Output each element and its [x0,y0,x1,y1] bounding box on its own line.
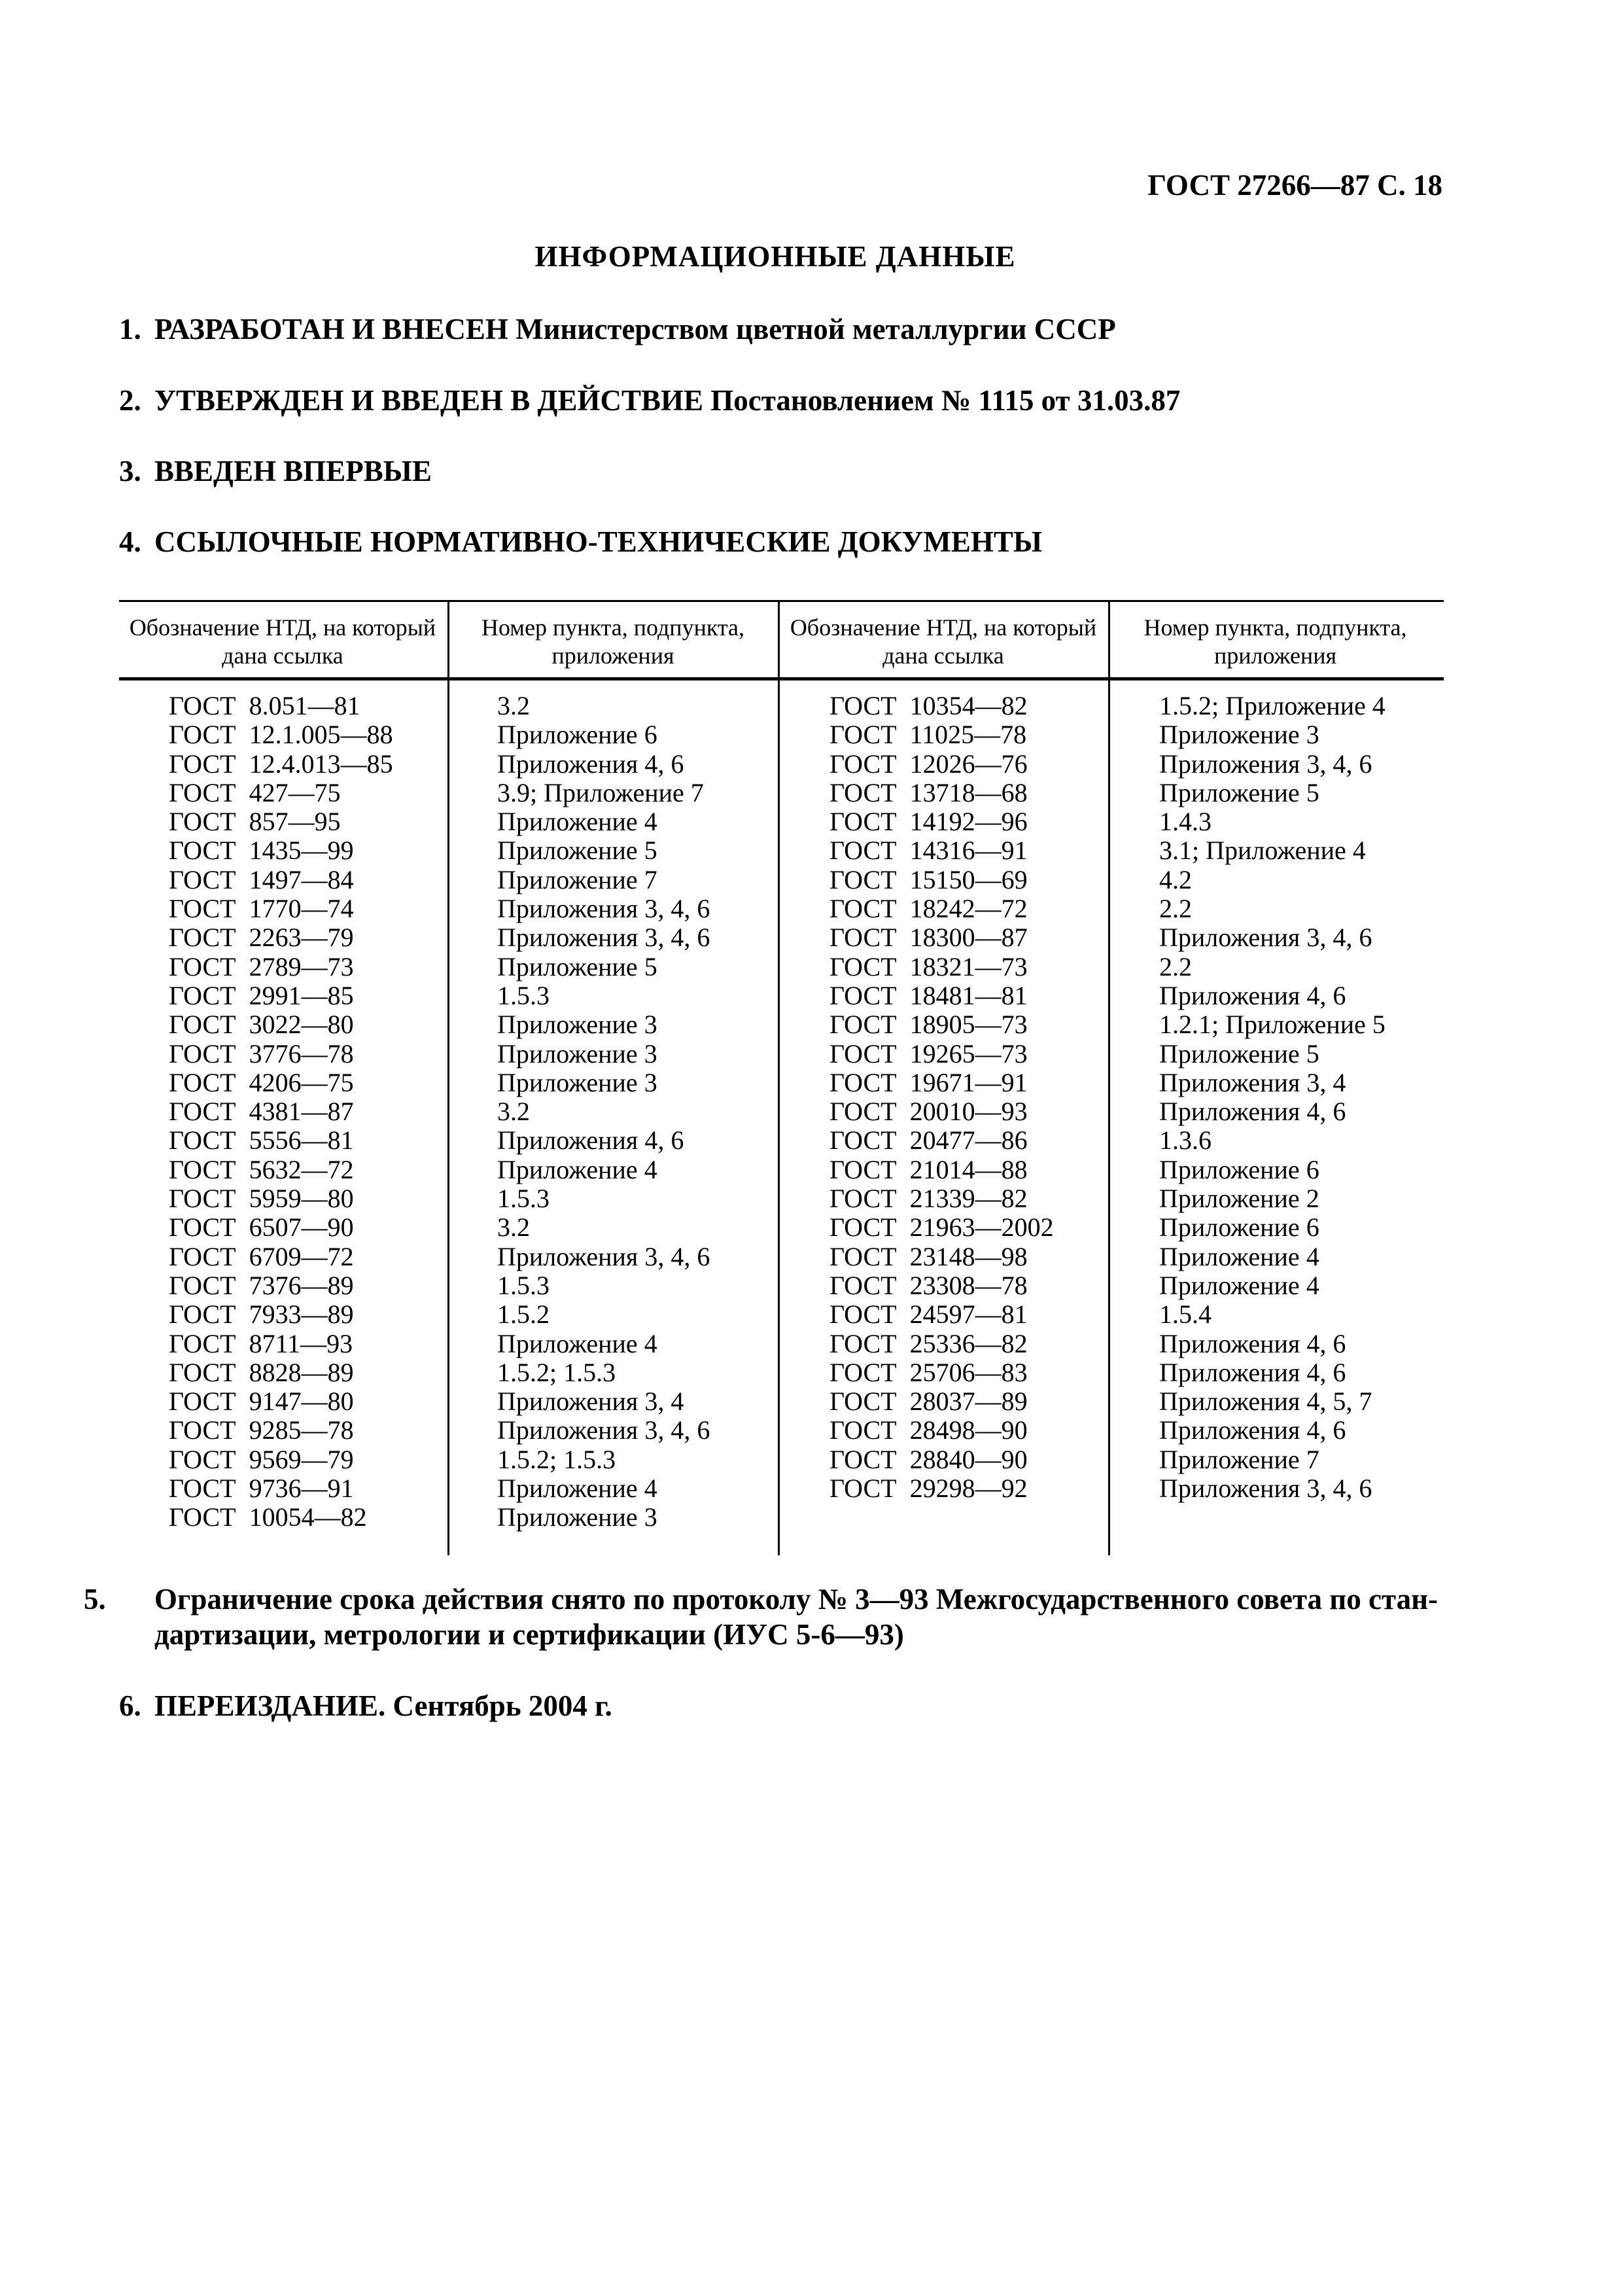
ntd-designation-cell: ГОСТ 2789—73 [169,951,354,981]
ntd-designation-cell: ГОСТ 21963—2002 [829,1212,1054,1243]
item-number: 1. [119,313,141,345]
ntd-designation-cell: ГОСТ 8828—89 [169,1357,354,1387]
item-text: ССЫЛОЧНЫЕ НОРМАТИВНО-ТЕХНИЧЕСКИЕ ДОКУМЕНТЫ [154,525,1043,558]
info-item-1 [119,311,1447,347]
clause-reference-cell: Приложение 5 [1159,1038,1319,1069]
column-divider [778,602,780,1555]
ntd-designation-cell: ГОСТ 5632—72 [169,1154,354,1184]
clause-reference-cell: 1.5.2; 1.5.3 [497,1357,616,1387]
item-text: ВВЕДЕН ВПЕРВЫЕ [154,455,432,487]
references-table [119,600,1444,1555]
clause-reference-cell: Приложения 4, 6 [497,1125,684,1156]
page-header: ГОСТ 27266—87 С. 18 [1147,169,1442,202]
clause-reference-cell: Приложение 5 [497,951,657,981]
clause-reference-cell: Приложение 4 [497,1154,657,1184]
clause-reference-cell: Приложение 6 [1159,1212,1319,1243]
column-divider [447,602,449,1555]
ntd-designation-cell: ГОСТ 28498—90 [829,1415,1028,1445]
ntd-designation-cell: ГОСТ 28037—89 [829,1386,1028,1417]
clause-reference-cell: 3.2 [497,691,530,720]
clause-reference-cell: 3.2 [497,1212,530,1243]
item-text: ПЕРЕИЗДАНИЕ. Сентябрь 2004 г. [154,1689,612,1722]
clause-reference-cell: Приложения 3, 4, 6 [497,923,710,953]
clause-reference-cell: Приложение 4 [497,1328,657,1358]
clause-reference-cell: Приложение 5 [497,836,657,866]
header-ntd-right: Обозначение НТД, на который дана ссылка [790,614,1097,669]
clause-reference-cell: 3.9; Приложение 7 [497,777,704,807]
ntd-designation-cell: ГОСТ 24597—81 [829,1299,1028,1330]
info-item-3 [119,453,1447,489]
ntd-designation-cell: ГОСТ 1497—84 [169,864,354,894]
ntd-designation-cell: ГОСТ 19671—91 [829,1067,1028,1097]
ntd-designation-cell: ГОСТ 5556—81 [169,1125,354,1156]
ntd-designation-cell: ГОСТ 18481—81 [829,980,1028,1010]
clause-reference-cell: 3.2 [497,1097,530,1127]
clause-reference-cell: Приложения 4, 6 [1159,1097,1346,1127]
clause-reference-cell: Приложения 4, 5, 7 [1159,1386,1372,1417]
clause-reference-cell: Приложение 2 [1159,1184,1319,1214]
ntd-designation-cell: ГОСТ 29298—92 [829,1474,1028,1504]
clause-reference-cell: Приложение 4 [497,807,657,837]
clause-reference-cell: Приложение 7 [1159,1444,1319,1474]
info-item-5 [84,1581,1482,1652]
info-item-4 [119,524,1447,559]
ntd-designation-cell: ГОСТ 9569—79 [169,1444,354,1474]
ntd-designation-cell: ГОСТ 21339—82 [829,1184,1028,1214]
ntd-designation-cell: ГОСТ 2991—85 [169,980,354,1010]
ntd-designation-cell: ГОСТ 7376—89 [169,1270,354,1300]
ntd-designation-cell: ГОСТ 11025—78 [829,720,1027,750]
clause-reference-cell: 1.4.3 [1159,807,1212,837]
item-number: 3. [119,455,141,487]
clause-reference-cell: 1.2.1; Приложение 5 [1159,1010,1386,1040]
ntd-designation-cell: ГОСТ 25706—83 [829,1357,1028,1387]
header-clause-left: Номер пункта, подпункта, приложения [481,614,744,669]
ntd-designation-cell: ГОСТ 15150—69 [829,864,1028,894]
clause-reference-cell: Приложение 3 [497,1010,657,1040]
ntd-designation-cell: ГОСТ 12.1.005—88 [169,720,393,750]
ntd-designation-cell: ГОСТ 9147—80 [169,1386,354,1417]
clause-reference-cell: Приложение 3 [497,1038,657,1069]
clause-reference-cell: 1.5.2; Приложение 4 [1159,691,1386,720]
ntd-designation-cell: ГОСТ 18321—73 [829,951,1028,981]
ntd-designation-cell: ГОСТ 28840—90 [829,1444,1028,1474]
ntd-designation-cell: ГОСТ 10354—82 [829,691,1028,720]
item-text: РАЗРАБОТАН И ВНЕСЕН Министерством цветной металлургии СССР [154,313,1116,345]
clause-reference-cell: 2.2 [1159,951,1192,981]
clause-reference-cell: Приложения 3, 4, 6 [1159,1474,1372,1504]
item-text: Ограничение срока действия снято по протоколу № 3—93 Межгосударственного совета по стан-дартизации, метрологии и сертификации (ИУС 5-6—93) [154,1583,1438,1651]
clause-reference-cell: Приложение 3 [497,1502,657,1532]
clause-reference-cell: Приложения 4, 6 [497,749,684,779]
clause-reference-cell: Приложения 3, 4, 6 [1159,749,1372,779]
clause-reference-cell: Приложение 6 [497,720,657,750]
ntd-designation-cell: ГОСТ 12026—76 [829,749,1028,779]
clause-reference-cell: Приложение 6 [1159,1154,1319,1184]
table-header [119,602,1444,680]
ntd-designation-cell: ГОСТ 1435—99 [169,836,354,866]
ntd-designation-cell: ГОСТ 8711—93 [169,1328,353,1358]
clause-reference-cell: 3.1; Приложение 4 [1159,836,1366,866]
ntd-designation-cell: ГОСТ 20477—86 [829,1125,1028,1156]
clause-reference-cell: Приложения 3, 4, 6 [1159,923,1372,953]
ntd-designation-cell: ГОСТ 3776—78 [169,1038,354,1069]
info-item-6 [119,1688,1447,1723]
column-divider [1108,602,1110,1555]
ntd-designation-cell: ГОСТ 18905—73 [829,1010,1028,1040]
ntd-designation-cell: ГОСТ 5959—80 [169,1184,354,1214]
ntd-designation-cell: ГОСТ 12.4.013—85 [169,749,393,779]
ntd-designation-cell: ГОСТ 3022—80 [169,1010,354,1040]
ntd-designation-cell: ГОСТ 2263—79 [169,923,354,953]
item-number: 2. [119,384,141,417]
ntd-designation-cell: ГОСТ 21014—88 [829,1154,1028,1184]
ntd-designation-cell: ГОСТ 23148—98 [829,1241,1028,1271]
clause-reference-cell: Приложения 4, 6 [1159,980,1346,1010]
clause-reference-cell: Приложения 4, 6 [1159,1357,1346,1387]
clause-reference-cell: 1.3.6 [1159,1125,1212,1156]
ntd-designation-cell: ГОСТ 13718—68 [829,777,1028,807]
clause-reference-cell: 1.5.4 [1159,1299,1212,1330]
info-item-2 [119,383,1447,418]
ntd-designation-cell: ГОСТ 8.051—81 [169,691,360,720]
header-ntd-left: Обозначение НТД, на который дана ссылка [129,614,436,669]
clause-reference-cell: Приложения 3, 4, 6 [497,894,710,924]
ntd-designation-cell: ГОСТ 6507—90 [169,1212,354,1243]
ntd-designation-cell: ГОСТ 14316—91 [829,836,1028,866]
clause-reference-cell: Приложение 3 [1159,720,1319,750]
clause-reference-cell: Приложение 3 [497,1067,657,1097]
ntd-designation-cell: ГОСТ 18300—87 [829,923,1028,953]
clause-reference-cell: Приложение 4 [1159,1241,1319,1271]
ntd-designation-cell: ГОСТ 4206—75 [169,1067,354,1097]
clause-reference-cell: Приложения 3, 4, 6 [497,1241,710,1271]
clause-reference-cell: 1.5.3 [497,1184,550,1214]
header-clause-right: Номер пункта, подпункта, приложения [1143,614,1407,669]
ntd-designation-cell: ГОСТ 4381—87 [169,1097,354,1127]
clause-reference-cell: Приложения 4, 6 [1159,1328,1346,1358]
ntd-designation-cell: ГОСТ 7933—89 [169,1299,354,1330]
clause-reference-cell: Приложения 3, 4 [497,1386,684,1417]
item-number: 4. [119,525,141,558]
column-clause-left [497,692,710,1532]
clause-reference-cell: Приложения 3, 4, 6 [497,1415,710,1445]
item-number: 5. [84,1583,106,1616]
ntd-designation-cell: ГОСТ 427—75 [169,777,341,807]
item-number: 6. [119,1689,141,1722]
clause-reference-cell: Приложение 4 [1159,1270,1319,1300]
section-title: ИНФОРМАЦИОННЫЕ ДАННЫЕ [534,240,1016,273]
clause-reference-cell: 1.5.2 [497,1299,550,1330]
clause-reference-cell: Приложение 7 [497,864,657,894]
clause-reference-cell: 2.2 [1159,894,1192,924]
clause-reference-cell: Приложение 5 [1159,777,1319,807]
ntd-designation-cell: ГОСТ 23308—78 [829,1270,1028,1300]
clause-reference-cell: 4.2 [1159,864,1192,894]
ntd-designation-cell: ГОСТ 14192—96 [829,807,1028,837]
clause-reference-cell: 1.5.3 [497,1270,550,1300]
ntd-designation-cell: ГОСТ 20010—93 [829,1097,1028,1127]
ntd-designation-cell: ГОСТ 857—95 [169,807,341,837]
clause-reference-cell: Приложения 3, 4 [1159,1067,1346,1097]
column-ntd-left [169,692,393,1532]
column-ntd-right [829,692,1054,1503]
ntd-designation-cell: ГОСТ 1770—74 [169,894,354,924]
ntd-designation-cell: ГОСТ 10054—82 [169,1502,367,1532]
ntd-designation-cell: ГОСТ 6709—72 [169,1241,354,1271]
ntd-designation-cell: ГОСТ 25336—82 [829,1328,1028,1358]
clause-reference-cell: 1.5.2; 1.5.3 [497,1444,616,1474]
ntd-designation-cell: ГОСТ 9736—91 [169,1474,354,1504]
ntd-designation-cell: ГОСТ 18242—72 [829,894,1028,924]
column-clause-right [1159,692,1386,1503]
clause-reference-cell: 1.5.3 [497,980,550,1010]
clause-reference-cell: Приложения 4, 6 [1159,1415,1346,1445]
item-text: УТВЕРЖДЕН И ВВЕДЕН В ДЕЙСТВИЕ Постановлением № 1115 от 31.03.87 [154,384,1181,417]
ntd-designation-cell: ГОСТ 9285—78 [169,1415,354,1445]
clause-reference-cell: Приложение 4 [497,1474,657,1504]
ntd-designation-cell: ГОСТ 19265—73 [829,1038,1028,1069]
